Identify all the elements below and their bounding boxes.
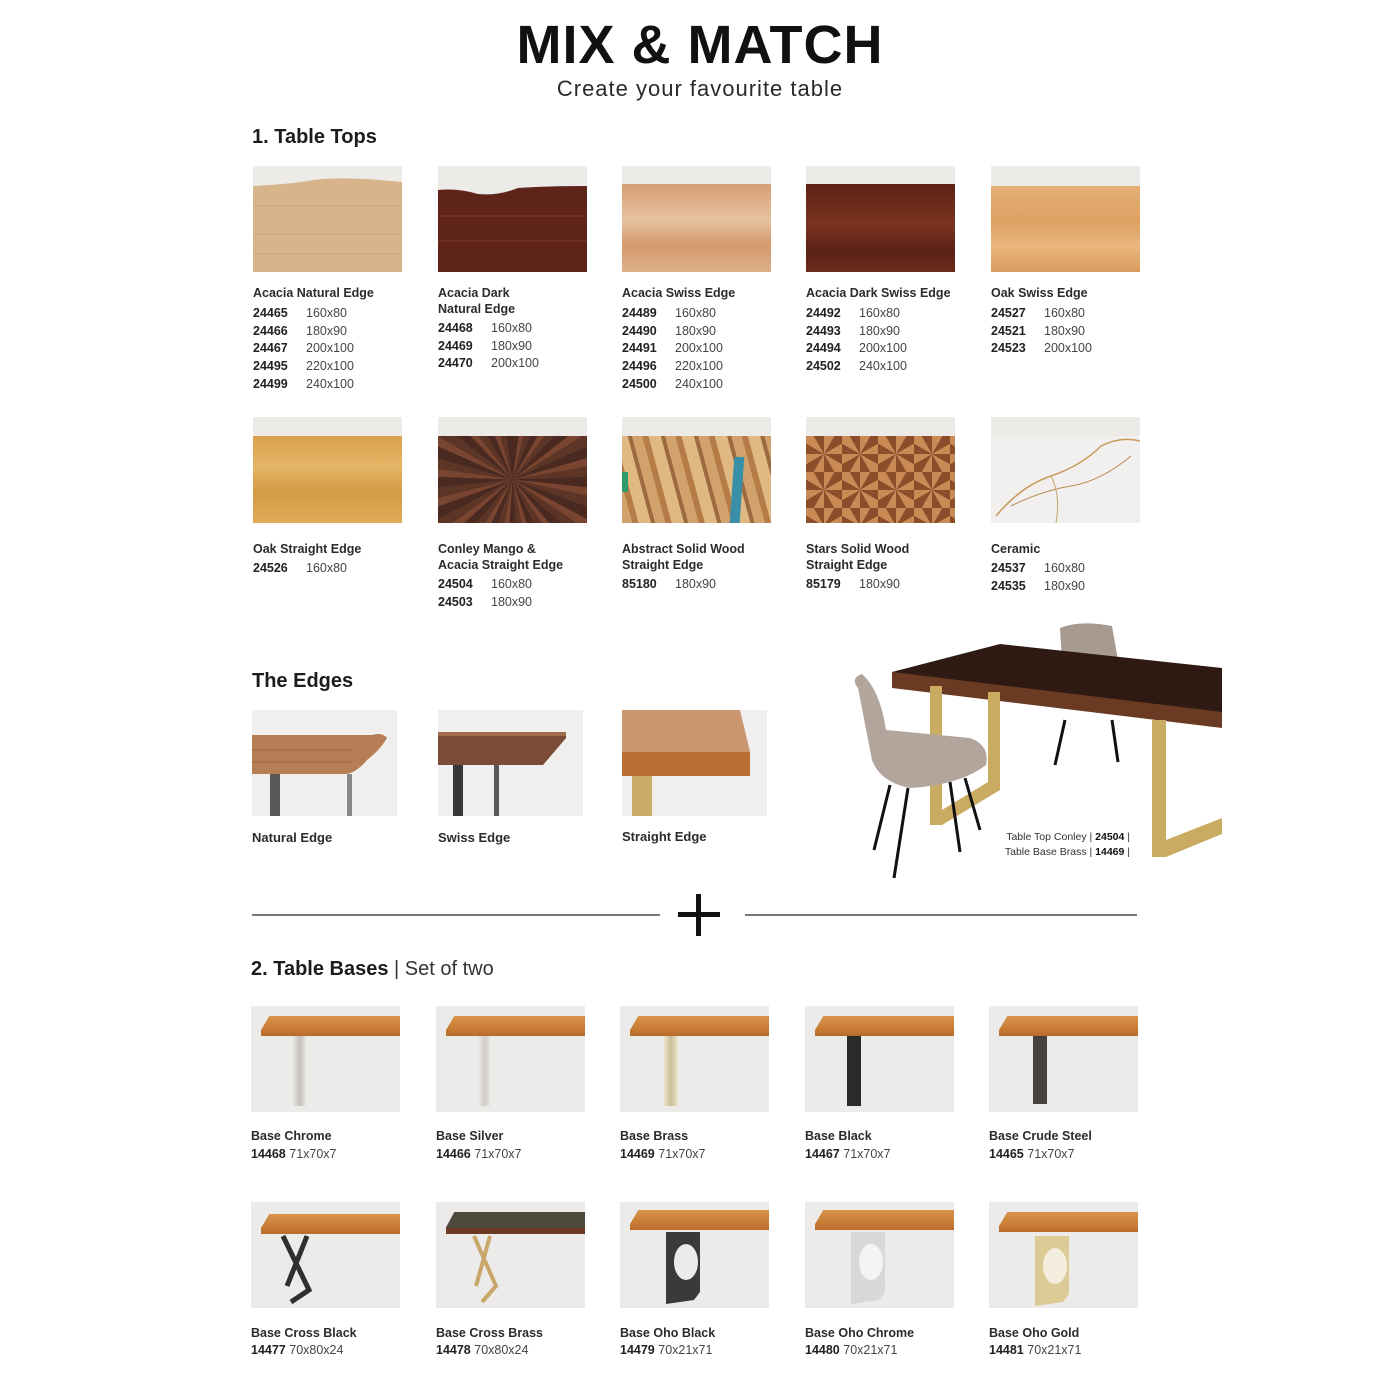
- base-image-oho-gold: [989, 1202, 1138, 1308]
- table-top-image-stars-solid-wood: [806, 417, 955, 523]
- product-code: 24523: [991, 341, 1026, 356]
- dimension: 160x80: [1044, 561, 1086, 575]
- size-row: [991, 340, 1092, 358]
- dimension: 200x100: [1044, 341, 1092, 356]
- table-top-name: Conley Mango & Acacia Straight Edge: [438, 542, 564, 572]
- product-code: 14467: [805, 1147, 840, 1161]
- base-image-chrome: [251, 1006, 400, 1112]
- product-code: 24499: [253, 376, 288, 391]
- table-top-sizes: [806, 305, 907, 376]
- product-code: 24537: [991, 561, 1026, 575]
- dimension: 71x70x7: [289, 1147, 337, 1161]
- product-code: 14466: [436, 1147, 471, 1161]
- product-code: 24503: [438, 594, 473, 609]
- table-top-name: Oak Swiss Edge: [991, 286, 1088, 300]
- size-row: [806, 340, 907, 358]
- product-code: 24493: [806, 323, 841, 338]
- product-code: 24502: [806, 359, 841, 374]
- size-row: [622, 340, 723, 358]
- caption-line-top: Table Top Conley | 24504 |: [1006, 831, 1130, 843]
- size-row: [991, 323, 1092, 341]
- base-spec: [251, 1147, 337, 1161]
- base-image-cross-black: [251, 1202, 400, 1308]
- base-image-silver: [436, 1006, 585, 1112]
- edge-label: Natural Edge: [252, 830, 333, 845]
- product-code: 85179: [806, 577, 841, 591]
- dimension: 71x70x7: [1027, 1147, 1075, 1161]
- table-top-image-acacia-dark-swiss-edge: [806, 166, 955, 272]
- size-row: [622, 576, 716, 594]
- size-row: [253, 358, 354, 376]
- table-top-sizes: [622, 305, 723, 394]
- base-image-black: [805, 1006, 954, 1112]
- size-row: [991, 560, 1085, 578]
- dimension: 70x80x24: [474, 1343, 529, 1357]
- divider-line-left: [252, 914, 660, 916]
- product-code: 85180: [622, 577, 657, 591]
- base-name: Base Chrome: [251, 1129, 332, 1143]
- product-code: 24490: [622, 323, 657, 338]
- product-code: 24526: [253, 561, 288, 575]
- dimension: 160x80: [859, 306, 901, 320]
- size-row: [438, 576, 532, 594]
- size-row: [806, 323, 907, 341]
- dimension: 200x100: [306, 341, 354, 356]
- product-code: 24504: [438, 577, 473, 591]
- dimension: 70x80x24: [289, 1343, 344, 1357]
- base-name: Base Cross Black: [251, 1326, 357, 1340]
- table-top-name: Acacia Dark Natural Edge: [438, 286, 516, 316]
- base-name: Base Silver: [436, 1129, 504, 1143]
- size-row: [438, 338, 539, 356]
- table-top-name: Stars Solid Wood Straight Edge: [806, 542, 910, 572]
- dimension: 200x100: [491, 356, 539, 371]
- plus-icon-bar: [678, 912, 720, 917]
- product-code: 24470: [438, 356, 473, 371]
- dimension: 180x90: [675, 323, 717, 338]
- dimension: 240x100: [306, 376, 354, 391]
- dimension: 70x21x71: [1027, 1343, 1082, 1357]
- base-spec: [251, 1343, 343, 1357]
- size-row: [253, 340, 354, 358]
- dimension: 71x70x7: [474, 1147, 522, 1161]
- section-heading-edges: The Edges: [252, 670, 354, 692]
- dimension: 160x80: [1044, 306, 1086, 320]
- dimension: 70x21x71: [843, 1343, 898, 1357]
- dimension: 240x100: [675, 376, 723, 391]
- base-image-oho-black: [620, 1202, 769, 1308]
- size-row: [438, 355, 539, 373]
- dimension: 160x80: [491, 321, 533, 335]
- size-row: [622, 323, 723, 341]
- dimension: 180x90: [859, 577, 901, 591]
- size-row: [991, 305, 1092, 323]
- table-top-name: Oak Straight Edge: [253, 542, 362, 556]
- table-top-sizes: [991, 305, 1092, 358]
- size-row: [806, 576, 900, 594]
- base-name: Base Oho Gold: [989, 1326, 1080, 1340]
- base-spec: [989, 1343, 1081, 1357]
- base-image-crude-steel: [989, 1006, 1138, 1112]
- base-spec: [436, 1343, 528, 1357]
- table-top-sizes: [438, 576, 532, 611]
- dimension: 71x70x7: [843, 1147, 891, 1161]
- base-spec: [620, 1343, 712, 1357]
- product-code: 14478: [436, 1343, 471, 1357]
- base-image-brass: [620, 1006, 769, 1112]
- section-heading-table-tops: 1. Table Tops: [252, 126, 377, 148]
- table-top-sizes: [991, 560, 1085, 595]
- size-row: [622, 376, 723, 394]
- dimension: 220x100: [306, 359, 354, 374]
- size-row: [806, 358, 907, 376]
- divider-line-right: [745, 914, 1137, 916]
- base-spec: [436, 1147, 522, 1161]
- product-code: 24467: [253, 341, 288, 356]
- caption-line-base: Table Base Brass | 14469 |: [1004, 846, 1130, 858]
- base-image-oho-chrome: [805, 1202, 954, 1308]
- product-code: 24495: [253, 359, 288, 374]
- dimension: 180x90: [491, 594, 533, 609]
- dimension: 160x80: [491, 577, 533, 591]
- product-code: 24466: [253, 323, 288, 338]
- table-top-image-ceramic: [991, 417, 1140, 523]
- dimension: 160x80: [675, 306, 717, 320]
- product-code: 24500: [622, 376, 657, 391]
- page-title: MIX & MATCH: [516, 15, 884, 75]
- dimension: 70x21x71: [658, 1343, 713, 1357]
- product-code: 24535: [991, 578, 1026, 593]
- table-top-image-acacia-natural-edge: [253, 166, 402, 272]
- size-row: [991, 578, 1085, 596]
- size-row: [253, 305, 354, 323]
- size-row: [806, 305, 907, 323]
- base-name: Base Brass: [620, 1129, 689, 1143]
- table-top-image-conley-mango-acacia: [438, 417, 587, 523]
- dimension: 180x90: [306, 323, 348, 338]
- product-code: 14481: [989, 1343, 1024, 1357]
- product-code: 14479: [620, 1343, 655, 1357]
- dimension: 200x100: [675, 341, 723, 356]
- dimension: 240x100: [859, 359, 907, 374]
- dimension: 160x80: [306, 561, 348, 575]
- base-spec: [620, 1147, 706, 1161]
- table-top-name: Acacia Swiss Edge: [622, 286, 736, 300]
- product-code: 24465: [253, 306, 288, 320]
- section-heading-table-bases: 2. Table Bases | Set of two: [251, 958, 494, 980]
- base-spec: [805, 1147, 891, 1161]
- table-top-sizes: [622, 576, 716, 594]
- base-image-cross-brass: [436, 1202, 585, 1308]
- size-row: [622, 358, 723, 376]
- dimension: 180x90: [1044, 578, 1086, 593]
- dimension: 220x100: [675, 359, 723, 374]
- product-code: 14465: [989, 1147, 1024, 1161]
- table-top-sizes: [806, 576, 900, 594]
- caption-code: 14469: [1095, 846, 1125, 858]
- table-top-sizes: [253, 560, 347, 578]
- edge-label: Swiss Edge: [438, 830, 511, 845]
- caption-code: 24504: [1095, 831, 1125, 843]
- table-top-image-oak-swiss-edge: [991, 166, 1140, 272]
- table-top-name: Acacia Natural Edge: [253, 286, 374, 300]
- product-code: 14468: [251, 1147, 286, 1161]
- dimension: 200x100: [859, 341, 907, 356]
- edge-label: Straight Edge: [622, 829, 707, 844]
- base-name: Base Oho Black: [620, 1326, 716, 1340]
- table-top-sizes: [438, 320, 539, 373]
- table-top-name: Abstract Solid Wood Straight Edge: [622, 542, 745, 572]
- size-row: [438, 320, 539, 338]
- section-subheading: Set of two: [404, 958, 494, 980]
- size-row: [253, 376, 354, 394]
- page-subtitle: Create your favourite table: [556, 76, 844, 101]
- edge-image-straight: [622, 710, 767, 816]
- table-top-name: Acacia Dark Swiss Edge: [806, 286, 951, 300]
- edge-image-swiss: [438, 710, 583, 816]
- table-top-image-oak-straight-edge: [253, 417, 402, 523]
- dimension: 160x80: [306, 306, 348, 320]
- product-code: 24527: [991, 306, 1026, 320]
- product-code: 24468: [438, 321, 473, 335]
- dimension: 180x90: [1044, 323, 1086, 338]
- dimension: 180x90: [675, 577, 717, 591]
- product-code: 14469: [620, 1147, 655, 1161]
- base-spec: [805, 1343, 897, 1357]
- edge-image-natural: [252, 710, 397, 816]
- base-spec: [989, 1147, 1075, 1161]
- dimension: 180x90: [859, 323, 901, 338]
- product-code: 24492: [806, 306, 841, 320]
- size-row: [253, 560, 347, 578]
- product-code: 14477: [251, 1343, 286, 1357]
- size-row: [253, 323, 354, 341]
- product-code: 24494: [806, 341, 841, 356]
- table-top-image-acacia-dark-natural-edge: [438, 166, 587, 272]
- table-top-image-acacia-swiss-edge: [622, 166, 771, 272]
- product-code: 24496: [622, 359, 657, 374]
- table-top-sizes: [253, 305, 354, 394]
- base-name: Base Crude Steel: [989, 1129, 1092, 1143]
- base-name: Base Cross Brass: [436, 1326, 544, 1340]
- base-name: Base Oho Chrome: [805, 1326, 915, 1340]
- product-code: 24469: [438, 338, 473, 353]
- product-code: 24491: [622, 341, 657, 356]
- dimension: 71x70x7: [658, 1147, 706, 1161]
- size-row: [438, 594, 532, 612]
- feature-image-caption: [960, 830, 1130, 860]
- product-code: 14480: [805, 1343, 840, 1357]
- table-top-image-abstract-solid-wood: [622, 417, 771, 523]
- product-code: 24521: [991, 323, 1026, 338]
- product-code: 24489: [622, 306, 657, 320]
- dimension: 180x90: [491, 338, 533, 353]
- table-top-name: Ceramic: [991, 542, 1041, 556]
- base-name: Base Black: [805, 1129, 872, 1143]
- size-row: [622, 305, 723, 323]
